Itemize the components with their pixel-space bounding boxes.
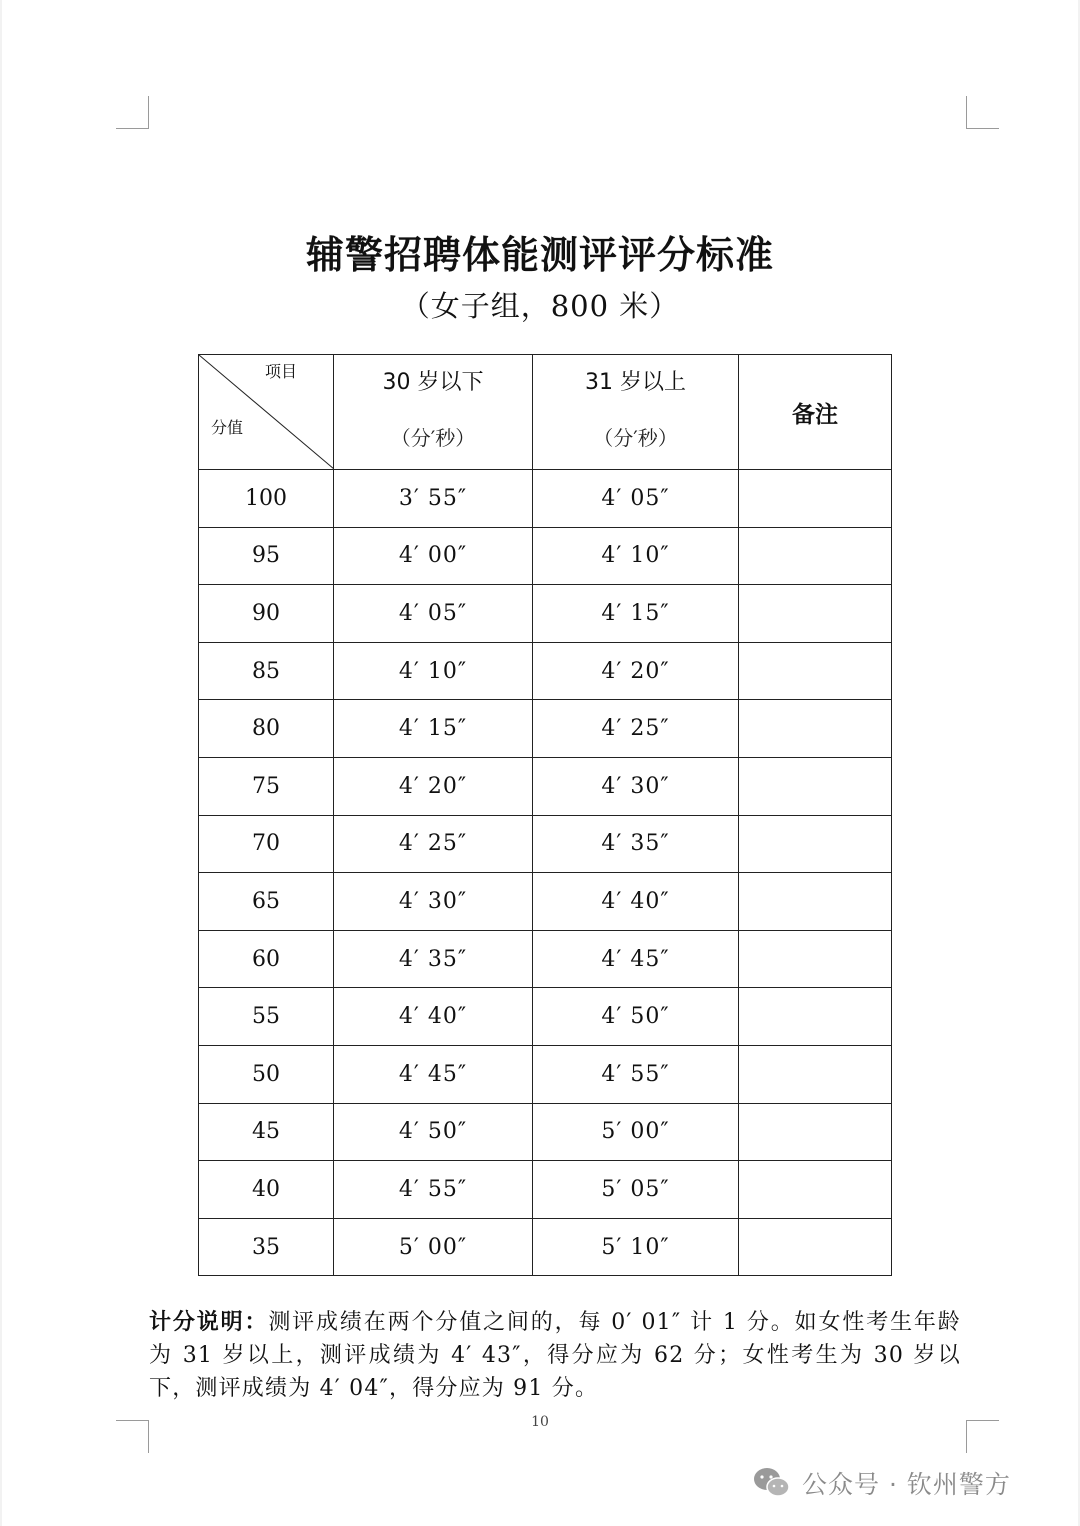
diagonal-header-cell	[199, 355, 334, 470]
over31-time-cell: 5′ 10″	[533, 1218, 739, 1276]
scoring-note	[149, 1306, 961, 1405]
watermark-text: 公众号 · 钦州警方	[802, 1470, 1011, 1499]
over31-time-cell: 4′ 15″	[533, 585, 739, 643]
score-cell: 50	[199, 1045, 334, 1103]
score-cell: 95	[199, 527, 334, 585]
table-header-row	[199, 355, 892, 470]
over31-time-cell: 4′ 55″	[533, 1045, 739, 1103]
remark-cell	[739, 470, 892, 528]
score-cell: 60	[199, 930, 334, 988]
page-number: 10	[531, 1414, 549, 1430]
under30-time-cell: 4′ 25″	[334, 815, 533, 873]
remark-cell	[739, 585, 892, 643]
over31-time-cell: 4′ 10″	[533, 527, 739, 585]
page-title: 辅警招聘体能测评评分标准	[305, 233, 774, 277]
remark-cell	[739, 1045, 892, 1103]
over31-time-cell: 4′ 40″	[533, 873, 739, 931]
over31-time-cell: 4′ 05″	[533, 470, 739, 528]
over31-time-cell: 4′ 50″	[533, 988, 739, 1046]
under30-time-cell: 4′ 20″	[334, 757, 533, 815]
under30-time-cell: 3′ 55″	[334, 470, 533, 528]
score-cell: 70	[199, 815, 334, 873]
score-cell: 75	[199, 757, 334, 815]
remark-cell	[739, 1218, 892, 1276]
under30-time-cell: 4′ 55″	[334, 1161, 533, 1219]
table-row	[199, 815, 892, 873]
table-row	[199, 930, 892, 988]
table-row	[199, 1103, 892, 1161]
score-cell: 65	[199, 873, 334, 931]
under30-time-cell: 4′ 35″	[334, 930, 533, 988]
scoring-note-label: 计分说明：	[149, 1310, 269, 1335]
remark-cell	[739, 700, 892, 758]
scoring-note-text: 测评成绩在两个分值之间的，每 0′ 01″ 计 1 分。如女性考生年龄为 31 岁以上，测评成绩为 4′ 43″，得分应为 62 分；女性考生为 30 岁以下，测评成绩为 4′ 04″，得分应为 91 分。	[149, 1310, 961, 1401]
over31-time-cell: 4′ 30″	[533, 757, 739, 815]
table-row	[199, 1161, 892, 1219]
score-cell: 100	[199, 470, 334, 528]
score-cell: 55	[199, 988, 334, 1046]
header-under30-title: 30 岁以下	[382, 370, 484, 395]
table-row	[199, 642, 892, 700]
score-cell: 40	[199, 1161, 334, 1219]
over31-time-cell: 4′ 45″	[533, 930, 739, 988]
table-row	[199, 1218, 892, 1276]
header-under30-unit: （分′秒）	[390, 426, 476, 450]
over31-time-cell: 4′ 25″	[533, 700, 739, 758]
wechat-icon	[752, 1466, 792, 1500]
table-body	[199, 470, 892, 1276]
remark-cell	[739, 930, 892, 988]
header-remark-title: 备注	[792, 401, 838, 428]
over31-time-cell: 5′ 05″	[533, 1161, 739, 1219]
watermark	[752, 1462, 1011, 1504]
header-over31-unit: （分′秒）	[593, 426, 678, 450]
under30-time-cell: 4′ 00″	[334, 527, 533, 585]
over31-time-cell: 4′ 20″	[533, 642, 739, 700]
under30-time-cell: 4′ 15″	[334, 700, 533, 758]
remark-cell	[739, 527, 892, 585]
under30-time-cell: 4′ 40″	[334, 988, 533, 1046]
header-over31-title: 31 岁以上	[585, 370, 686, 395]
header-over31	[533, 355, 739, 470]
header-remark	[739, 355, 892, 470]
score-cell: 45	[199, 1103, 334, 1161]
table-row	[199, 873, 892, 931]
over31-time-cell: 4′ 35″	[533, 815, 739, 873]
table-row	[199, 527, 892, 585]
remark-cell	[739, 815, 892, 873]
score-cell: 80	[199, 700, 334, 758]
score-cell: 85	[199, 642, 334, 700]
header-item-label: 项目	[264, 362, 297, 381]
page-subtitle: （女子组，800 米）	[400, 289, 680, 323]
table-row	[199, 757, 892, 815]
crop-mark-top-left	[116, 96, 149, 129]
score-cell: 90	[199, 585, 334, 643]
remark-cell	[739, 1103, 892, 1161]
remark-cell	[739, 642, 892, 700]
under30-time-cell: 4′ 30″	[334, 873, 533, 931]
remark-cell	[739, 1161, 892, 1219]
score-cell: 35	[199, 1218, 334, 1276]
under30-time-cell: 4′ 05″	[334, 585, 533, 643]
header-under30	[334, 355, 533, 470]
under30-time-cell: 4′ 45″	[334, 1045, 533, 1103]
table-row	[199, 585, 892, 643]
table-row	[199, 1045, 892, 1103]
under30-time-cell: 4′ 10″	[334, 642, 533, 700]
remark-cell	[739, 757, 892, 815]
crop-mark-top-right	[966, 96, 999, 129]
table-row	[199, 700, 892, 758]
scoring-table	[198, 354, 892, 1276]
table-row	[199, 988, 892, 1046]
remark-cell	[739, 873, 892, 931]
table-row	[199, 470, 892, 528]
under30-time-cell: 5′ 00″	[334, 1218, 533, 1276]
remark-cell	[739, 988, 892, 1046]
header-score-label: 分值	[211, 418, 244, 437]
over31-time-cell: 5′ 00″	[533, 1103, 739, 1161]
under30-time-cell: 4′ 50″	[334, 1103, 533, 1161]
